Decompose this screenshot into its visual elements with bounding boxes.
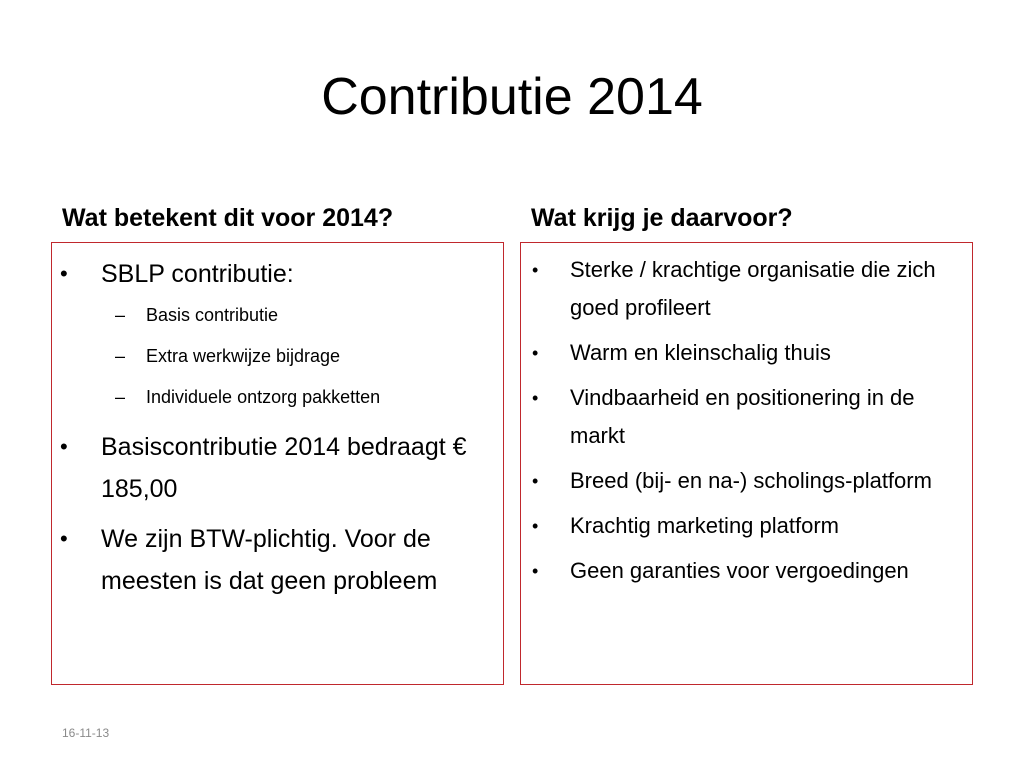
bullet-icon: • [60, 434, 68, 459]
sub-list [101, 295, 493, 418]
bullet-icon: • [532, 343, 539, 363]
list-item [521, 251, 972, 327]
dash-icon: – [115, 387, 126, 407]
slide-date: 16-11-13 [62, 726, 110, 740]
list-item [521, 334, 972, 372]
list-item [521, 462, 972, 500]
right-content-box [520, 242, 973, 685]
dash-icon: – [115, 346, 126, 366]
dash-icon: – [115, 305, 126, 325]
list-item [521, 507, 972, 545]
sub-list-item [101, 377, 493, 418]
sub-list-item-text: Individuele ontzorg pakketten [146, 387, 381, 407]
list-item [52, 426, 503, 510]
left-column-heading: Wat betekent dit voor 2014? [62, 204, 394, 232]
list-item-text: We zijn BTW-plichtig. Voor de meesten is dat geen probleem [101, 525, 438, 595]
bullet-icon: • [60, 526, 68, 551]
sub-list-item-text: Extra werkwijze bijdrage [146, 346, 341, 366]
bullet-icon: • [532, 260, 539, 280]
bullet-icon: • [532, 561, 539, 581]
slide-title: Contributie 2014 [321, 68, 703, 126]
list-item [521, 379, 972, 455]
list-item-text: Basiscontributie 2014 bedraagt € 185,00 [101, 433, 467, 503]
sub-list-item [101, 295, 493, 336]
bullet-icon: • [60, 261, 68, 286]
left-bullet-list [52, 243, 503, 602]
list-item [521, 552, 972, 590]
list-item-text: Warm en kleinschalig thuis [570, 340, 831, 365]
list-item [52, 253, 503, 418]
list-item-text: Geen garanties voor vergoedingen [570, 558, 909, 583]
list-item-text: Sterke / krachtige organisatie die zich goed profileert [570, 257, 936, 320]
list-item-text: Krachtig marketing platform [570, 513, 839, 538]
bullet-icon: • [532, 471, 539, 491]
right-bullet-list [521, 243, 972, 590]
bullet-icon: • [532, 516, 539, 536]
sub-list-item-text: Basis contributie [146, 305, 279, 325]
left-content-box [51, 242, 504, 685]
list-item [52, 518, 503, 602]
list-item-text: SBLP contributie: [101, 260, 294, 288]
right-column-heading: Wat krijg je daarvoor? [531, 204, 793, 232]
bullet-icon: • [532, 388, 539, 408]
list-item-text: Breed (bij- en na-) scholings-platform [570, 468, 932, 493]
list-item-text: Vindbaarheid en positionering in de markt [570, 385, 915, 448]
sub-list-item [101, 336, 493, 377]
